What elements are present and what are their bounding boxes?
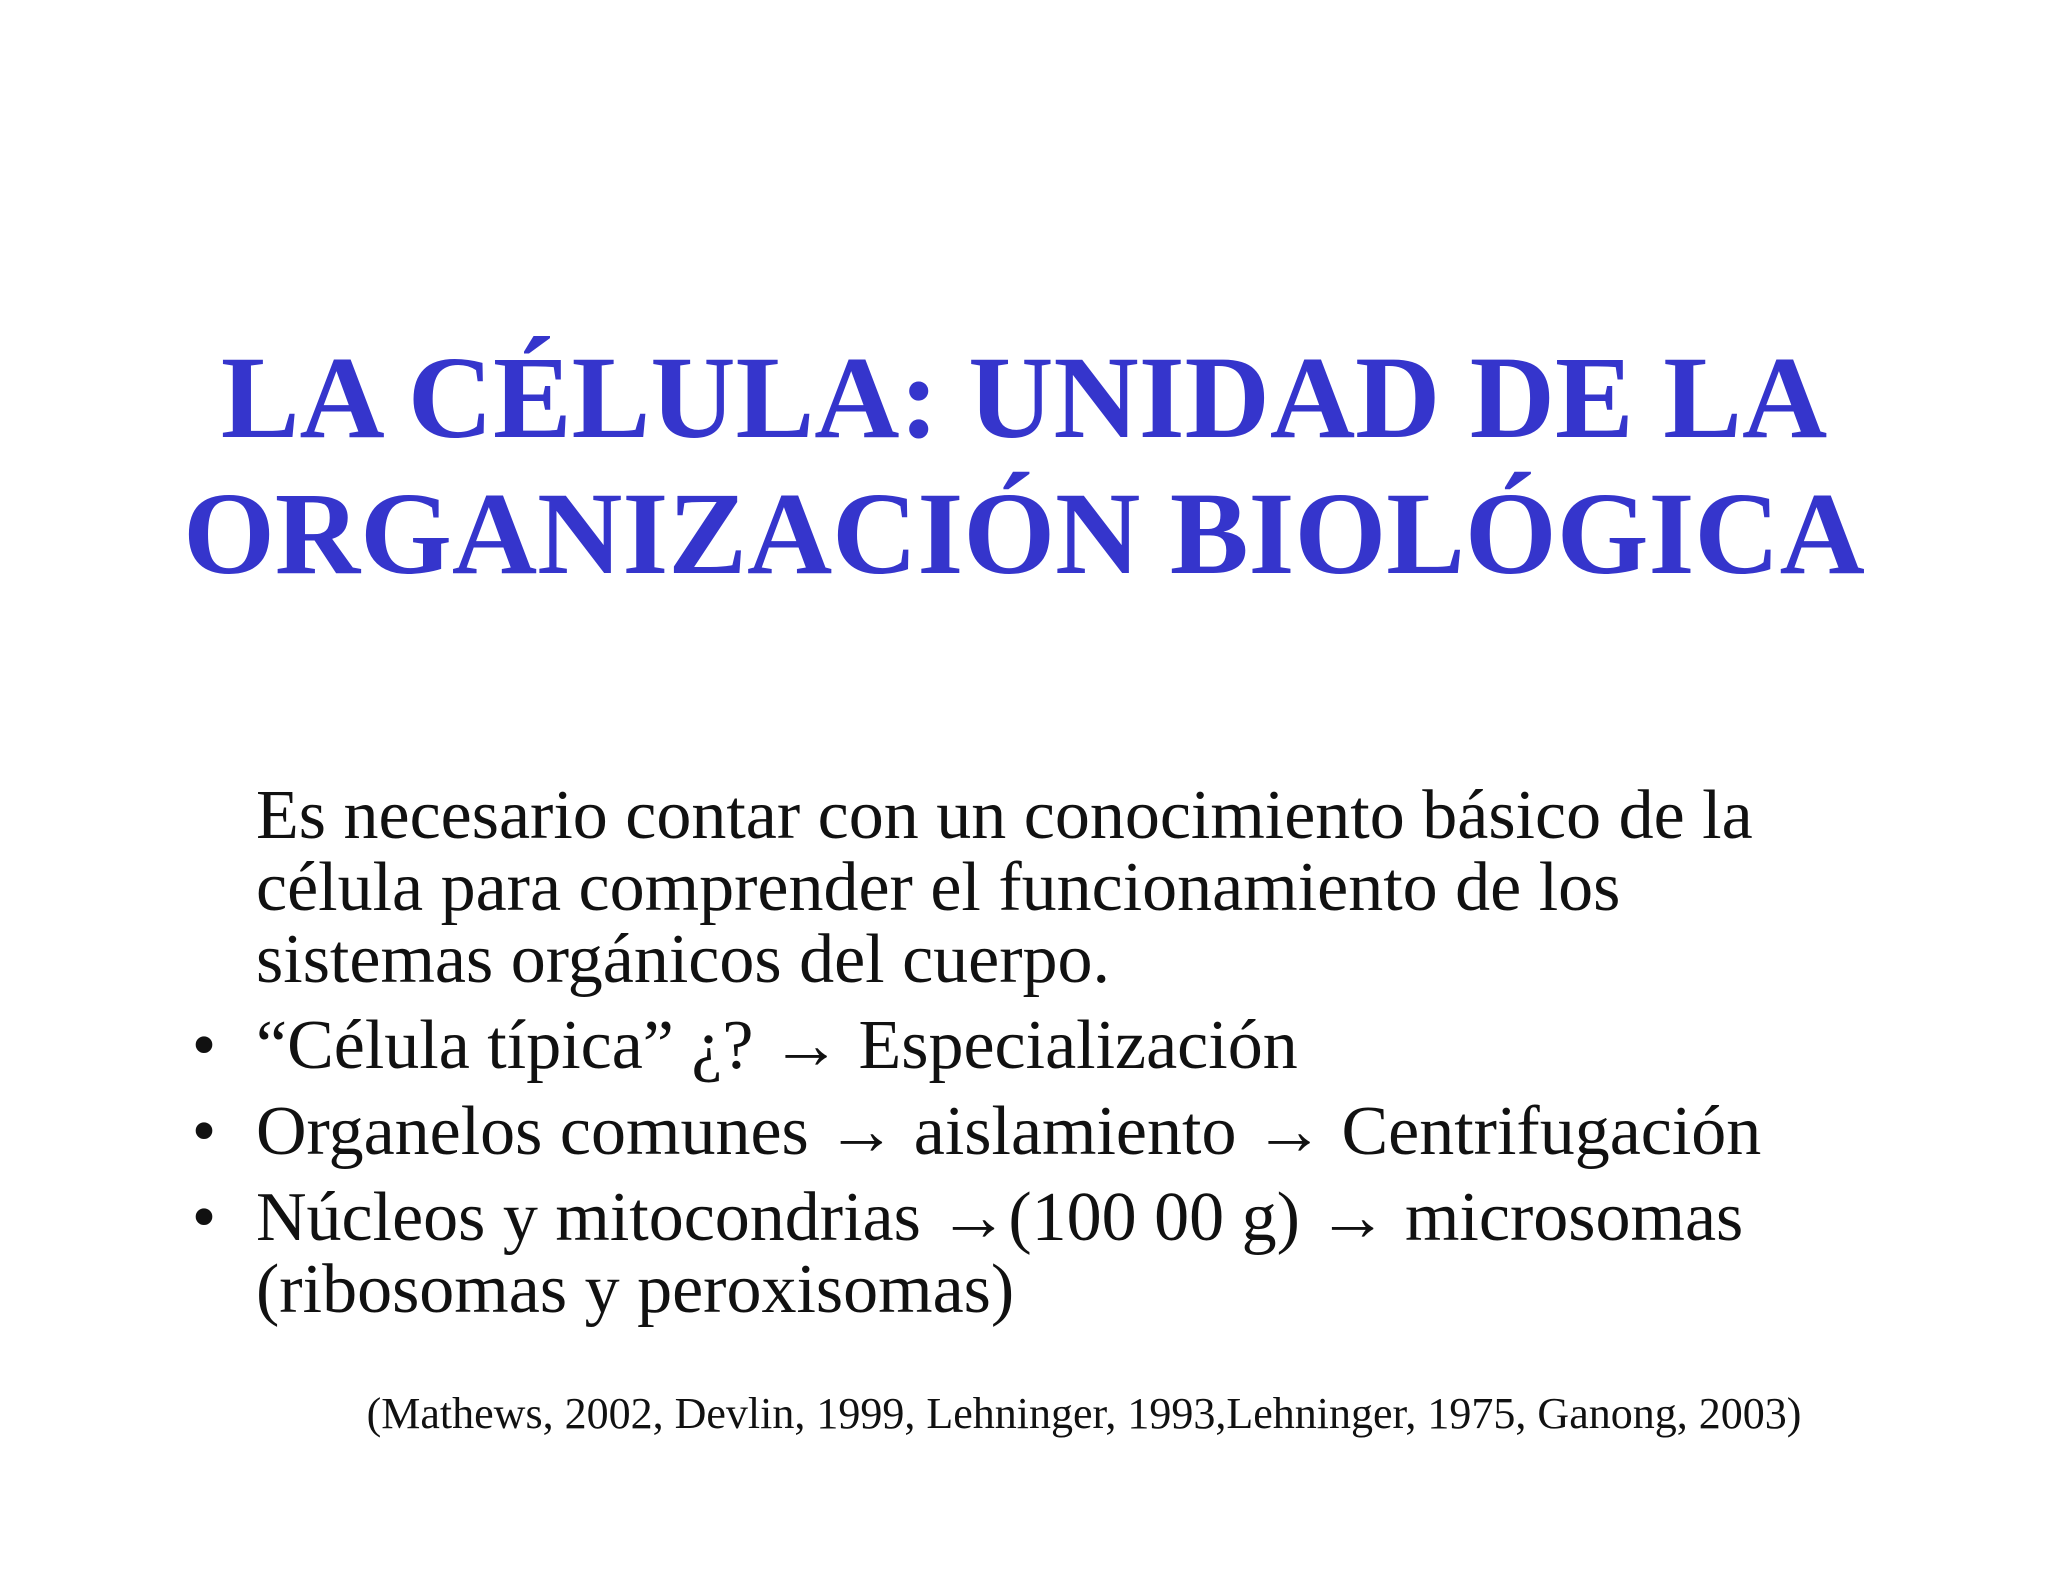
bullet-text xyxy=(256,1179,1880,1328)
intro-line: sistemas orgánicos del cuerpo. xyxy=(256,921,1111,998)
bullet-item xyxy=(180,1093,1880,1170)
bullet-item xyxy=(180,1179,1880,1328)
intro-line: célula para comprender el funcionamiento de los xyxy=(256,849,1621,926)
slide-body xyxy=(180,777,1880,1340)
bullet-marker: • xyxy=(191,1179,217,1256)
citation: (Mathews, 2002, Devlin, 1999, Lehninger, 1993,Lehninger, 1975, Ganong, 2003) xyxy=(366,1389,1802,1438)
bullet-list xyxy=(180,1007,1880,1328)
bullet-line: Núcleos y mitocondrias →(100 00 g) → microsomas xyxy=(256,1179,1744,1256)
slide-title xyxy=(0,330,2048,602)
bullet-line: (ribosomas y peroxisomas) xyxy=(256,1251,1015,1328)
bullet-line: Organelos comunes → aislamiento → Centrifugación xyxy=(256,1093,1762,1170)
intro-line: Es necesario contar con un conocimiento básico de la xyxy=(256,777,1753,854)
slide-title-line-2: ORGANIZACIÓN BIOLÓGICA xyxy=(183,468,1865,599)
bullet-text xyxy=(256,1007,1880,1084)
slide-title-line-1: LA CÉLULA: UNIDAD DE LA xyxy=(220,332,1828,463)
bullet-text xyxy=(256,1093,1880,1170)
bullet-marker: • xyxy=(191,1007,217,1084)
intro-paragraph xyxy=(256,777,1880,998)
bullet-item xyxy=(180,1007,1880,1084)
bullet-marker: • xyxy=(191,1093,217,1170)
bullet-line: “Célula típica” ¿? → Especialización xyxy=(256,1007,1298,1084)
